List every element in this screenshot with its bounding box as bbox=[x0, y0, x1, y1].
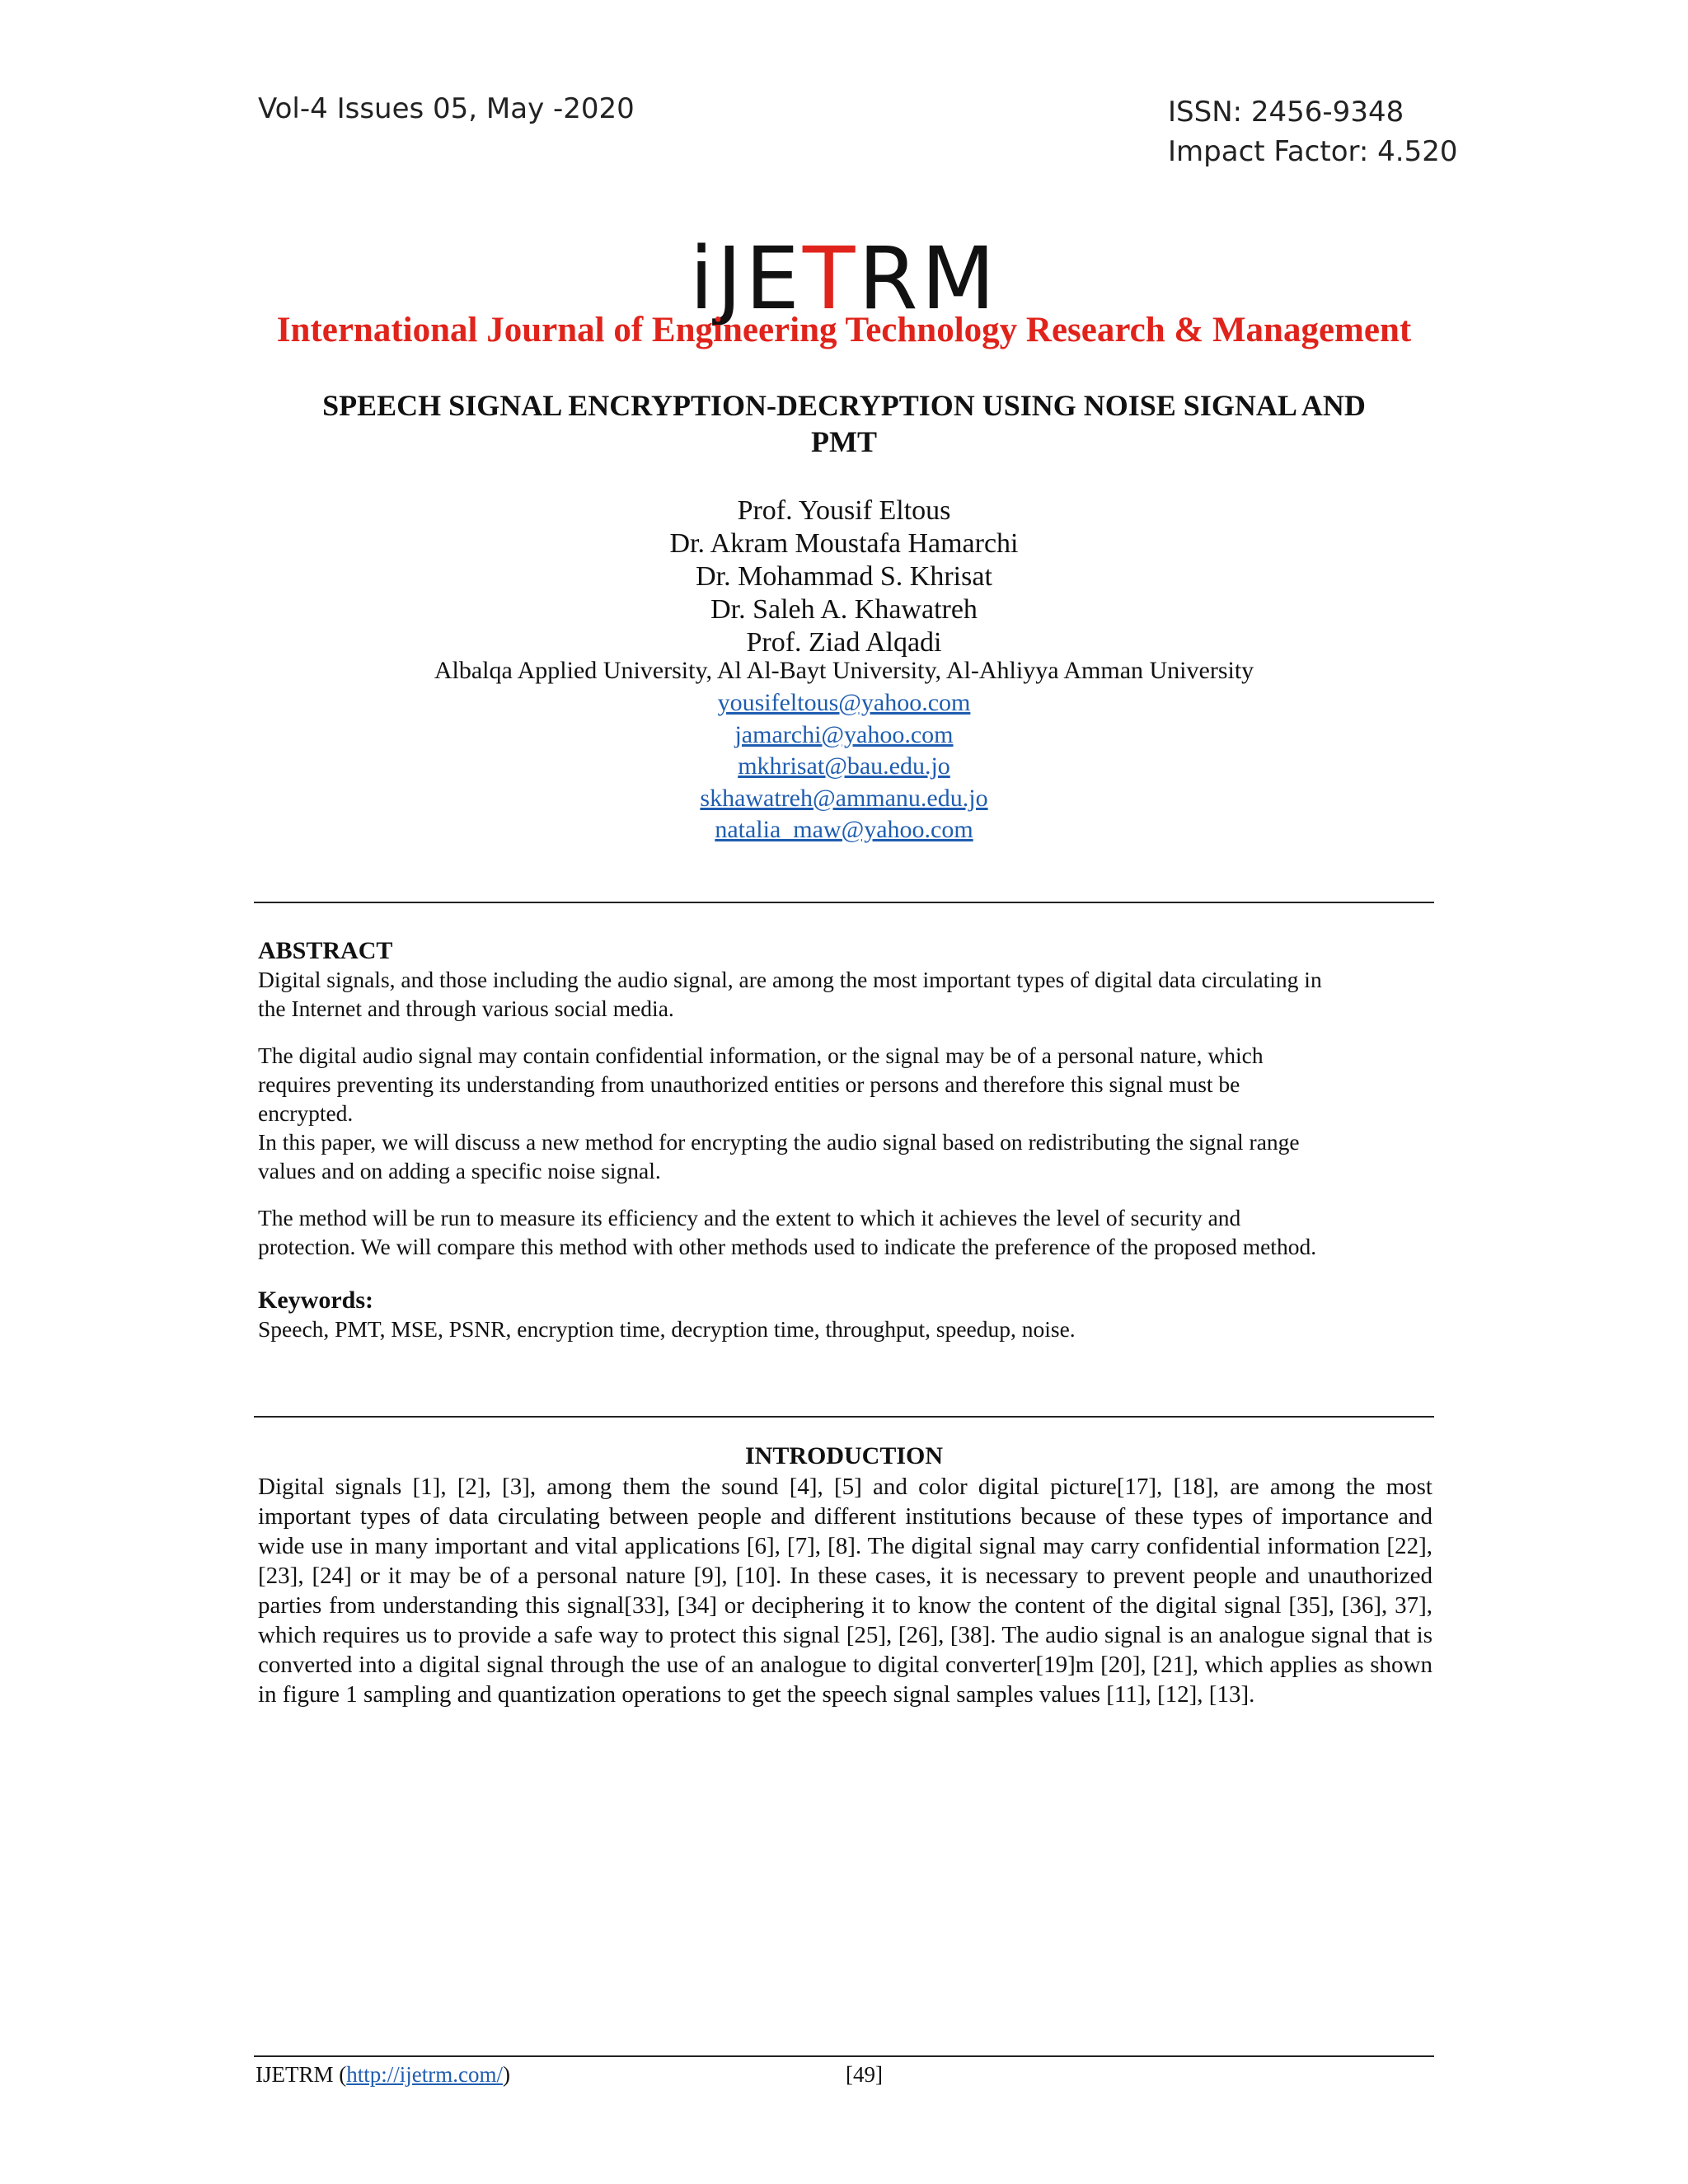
paper-title-line-2: PMT bbox=[811, 425, 877, 458]
text-line: protection. We will compare this method with other methods used to indicate the preference of the proposed method. bbox=[258, 1234, 1317, 1259]
logo-text-post: RM bbox=[858, 228, 999, 329]
author-name: Dr. Mohammad S. Khrisat bbox=[696, 561, 992, 592]
author-name: Dr. Akram Moustafa Hamarchi bbox=[669, 528, 1019, 559]
keywords-text: Speech, PMT, MSE, PSNR, encryption time, decryption time, throughput, speedup, noise. bbox=[258, 1316, 1076, 1342]
email-link[interactable]: yousifeltous@yahoo.com bbox=[717, 689, 971, 716]
footer-journal bbox=[256, 2062, 510, 2088]
abstract-paragraph-3 bbox=[258, 1203, 1432, 1261]
footer-journal-name: IJETRM bbox=[256, 2062, 334, 2087]
keywords-heading: Keywords: bbox=[258, 1286, 373, 1314]
introduction-text: Digital signals [1], [2], [3], among them the sound [4], [5] and color digital picture[17], [18], are among the most important types of data circulating between people and different institutions because of these types of importance and wide use in many important and vital applications [6], [7], [8]. The digital signal may carry confidential information [22], [23], [24] or it may be of a personal nature [9], [10]. In these cases, it is necessary to prevent people and unauthorized parties from understanding this signal[33], [34] or deciphering it to know the content of the digital signal [35], [36], 37], which requires us to provide a safe way to protect this signal [25], [26], [38]. The audio signal is an analogue signal that is converted into a digital signal through the use of an analogue to digital converter[19]m [20], [21], which applies as shown in figure 1 sampling and quantization operations to get the speech signal samples values [11], [12], [13]. bbox=[258, 1474, 1432, 1708]
abstract-paragraph-2 bbox=[258, 1041, 1432, 1185]
email-link[interactable]: skhawatreh@ammanu.edu.jo bbox=[700, 784, 988, 812]
journal-logo bbox=[0, 228, 1688, 329]
author-name: Dr. Saleh A. Khawatreh bbox=[710, 594, 978, 625]
affiliation: Albalqa Applied University, Al Al-Bayt University, Al-Ahliyya Amman University bbox=[434, 657, 1254, 684]
logo-text-pre: iJE bbox=[689, 228, 803, 329]
page-number: [49] bbox=[846, 2062, 883, 2087]
text-line: The method will be run to measure its efficiency and the extent to which it achieves the level of security and bbox=[258, 1205, 1241, 1230]
journal-identifiers bbox=[1168, 92, 1457, 171]
email-link[interactable]: mkhrisat@bau.edu.jo bbox=[738, 752, 950, 780]
text-line: encrypted. bbox=[258, 1100, 354, 1126]
paper-title-line-1: SPEECH SIGNAL ENCRYPTION-DECRYPTION USING NOISE SIGNAL AND bbox=[322, 389, 1366, 422]
abstract-paragraph-1 bbox=[258, 965, 1432, 1023]
text-line: In this paper, we will discuss a new method for encrypting the audio signal based on redistributing the signal range bbox=[258, 1129, 1300, 1155]
text-line: Digital signals, and those including the audio signal, are among the most important types of digital data circulating in bbox=[258, 967, 1322, 992]
abstract-section bbox=[258, 936, 1432, 1343]
text-line: requires preventing its understanding from unauthorized entities or persons and therefore this signal must be bbox=[258, 1071, 1240, 1097]
footer-url-link[interactable]: http://ijetrm.com/ bbox=[346, 2062, 503, 2087]
volume-issue: Vol-4 Issues 05, May -2020 bbox=[258, 92, 635, 125]
email-link[interactable]: natalia_maw@yahoo.com bbox=[715, 816, 973, 843]
journal-name: International Journal of Engineering Technology Research & Management bbox=[276, 311, 1412, 349]
author-list bbox=[0, 494, 1688, 659]
author-name: Prof. Yousif Eltous bbox=[737, 495, 951, 526]
section-divider bbox=[254, 1416, 1434, 1418]
paper-title bbox=[247, 387, 1441, 460]
text-line: The digital audio signal may contain confidential information, or the signal may be of a personal nature, which bbox=[258, 1043, 1264, 1068]
logo-text-accent: T bbox=[802, 228, 859, 329]
issn: ISSN: 2456-9348 bbox=[1168, 96, 1404, 129]
impact-factor: Impact Factor: 4.520 bbox=[1168, 135, 1458, 168]
author-name: Prof. Ziad Alqadi bbox=[746, 627, 942, 658]
abstract-heading: ABSTRACT bbox=[258, 937, 393, 964]
footer-divider bbox=[254, 2055, 1434, 2057]
footer-paren: ( bbox=[339, 2062, 347, 2087]
introduction-heading: INTRODUCTION bbox=[744, 1442, 944, 1469]
footer-paren: ) bbox=[502, 2062, 510, 2087]
text-line: the Internet and through various social media. bbox=[258, 996, 674, 1021]
section-divider bbox=[254, 902, 1434, 903]
text-line: values and on adding a specific noise signal. bbox=[258, 1158, 661, 1183]
email-list bbox=[0, 687, 1688, 846]
email-link[interactable]: jamarchi@yahoo.com bbox=[734, 720, 954, 748]
